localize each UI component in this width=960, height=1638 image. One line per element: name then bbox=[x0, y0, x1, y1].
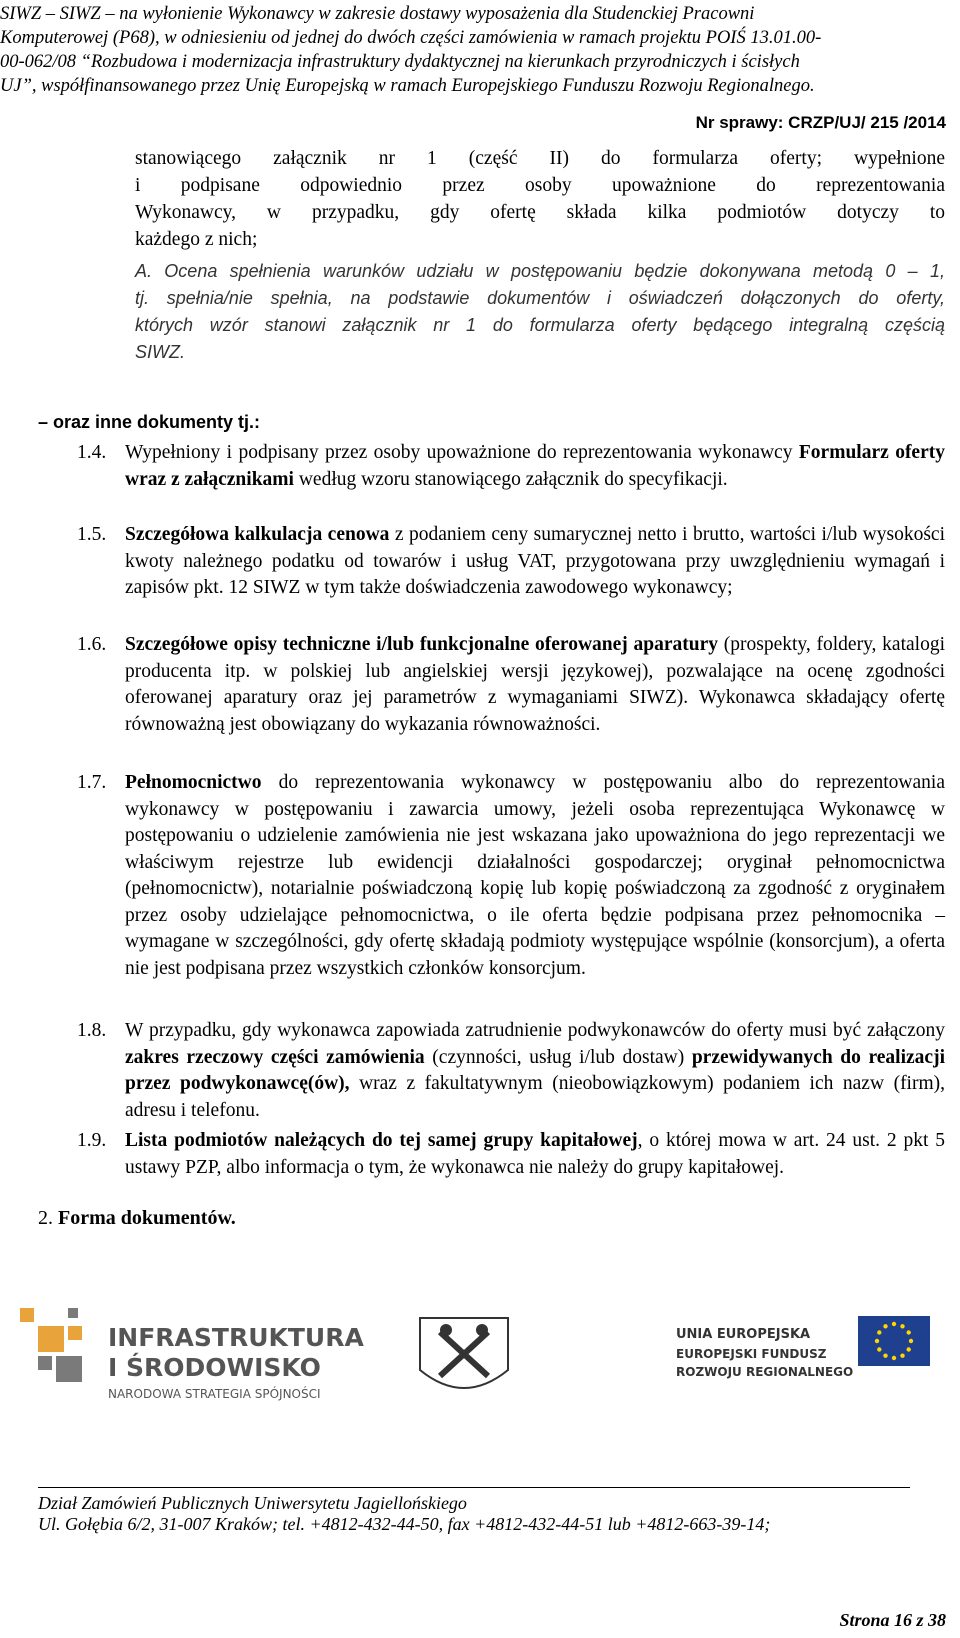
eu-star-icon bbox=[883, 1354, 887, 1358]
intro-line: Wykonawcy, w przypadku, gdy ofertę składa kilka podmiotów dotyczy to bbox=[135, 202, 945, 223]
eu-star-icon bbox=[907, 1330, 911, 1334]
eu-flag-icon bbox=[858, 1316, 930, 1366]
item-text: , o której mowa w art. 24 ust. 2 pkt 5 ustawy PZP, albo informacja o tym, że wykonawca nie należy do grupy kapitałowej. bbox=[125, 1130, 945, 1178]
list-item bbox=[77, 632, 945, 738]
list-item bbox=[77, 770, 945, 982]
item-text: wraz z fakultatywnym (nieobowiązkowym) podaniem ich nazw (firm), adresu i telefonu. bbox=[125, 1073, 946, 1121]
item-text: z podaniem ceny sumarycznej netto i brutto, wartości i/lub wysokości kwoty należnego podatku od towarów i usług VAT, przygotowana przy uwzględnieniu wymagań i zapisów pkt. 12 SIWZ w tym także doświadczenia zawodowego wykonawcy; bbox=[125, 524, 946, 598]
item-text: W przypadku, gdy wykonawca zapowiada zatrudnienie podwykonawców do oferty musi być załączony bbox=[125, 1020, 945, 1041]
item-bold: Lista podmiotów należących do tej samej grupy kapitałowej bbox=[125, 1130, 638, 1151]
eu-line-3: ROZWOJU REGIONALNEGO bbox=[676, 1365, 854, 1379]
intro-text bbox=[135, 145, 945, 253]
eu-star-icon bbox=[877, 1330, 881, 1334]
page-number: Strona 16 z 38 bbox=[839, 1610, 946, 1630]
item-bold: zakres rzeczowy części zamówienia bbox=[125, 1046, 425, 1068]
header-line: SIWZ – SIWZ – na wyłonienie Wykonawcy w zakresie dostawy wyposażenia dla Studenckiej Pracowni bbox=[0, 4, 755, 24]
eu-star-icon bbox=[909, 1339, 913, 1343]
header-line: Komputerowej (P68), w odniesieniu od jednej do dwóch części zamówienia w ramach projektu POIŚ 13.01.00- bbox=[0, 28, 822, 48]
item-text: do reprezentowania wykonawcy w postępowaniu albo do reprezentowania wykonawcy w postępowaniu i zawarcia umowy, jeżeli osoba reprezentująca Wykonawcę w postępowaniu o udzielenie zamówienia nie jest wskazana jako upoważniona do jego reprezentacji we właściwym rejestrze lub ewidencji działalności gospodarczej; oryginał pełnomocnictwa (pełnomocnictw), notarialnie poświadczoną kopię lub kopię poświadczoną za zgodność z oryginałem przez osoby udzielające pełnomocnictwa, o ile oferta będzie podpisana przez pełnomocnika – wymagane w szczególności, gdy ofertę składają podmioty występujące wspólnie (konsorcjum), a oferta nie jest podpisana przez wszystkich członków konsorcjum. bbox=[125, 772, 945, 979]
item-text: Wypełniony i podpisany przez osoby upoważnione do reprezentowania wykonawcy bbox=[125, 442, 799, 463]
eu-star-icon bbox=[877, 1347, 881, 1351]
item-text: według wzoru stanowiącego załącznik do specyfikacji. bbox=[293, 468, 728, 490]
assessment-line: których wzór stanowi załącznik nr 1 do formularza oferty będącego integralną częścią bbox=[135, 315, 945, 335]
footer-line-1: Dział Zamówień Publicznych Uniwersytetu Jagiellońskiego bbox=[38, 1493, 467, 1513]
assessment-line: A. Ocena spełnienia warunków udziału w postępowaniu będzie dokonywana metodą 0 – 1, bbox=[135, 261, 945, 281]
eu-star-icon bbox=[875, 1339, 879, 1343]
logo-title-1: INFRASTRUKTURA bbox=[108, 1323, 364, 1352]
footer-rule bbox=[38, 1487, 910, 1488]
item-number: 1.4. bbox=[77, 442, 107, 463]
intro-line: stanowiącego załącznik nr 1 (część II) do formularza oferty; wypełnione bbox=[135, 148, 945, 169]
eu-star-icon bbox=[883, 1324, 887, 1328]
eu-star-icon bbox=[907, 1347, 911, 1351]
item-bold: Szczegółowe opisy techniczne i/lub funkcjonalne oferowanej aparatury bbox=[125, 634, 719, 655]
funding-logos bbox=[0, 1278, 960, 1428]
assessment-line: tj. spełnia/nie spełnia, na podstawie dokumentów i oświadczeń dołączonych do oferty, bbox=[135, 288, 945, 308]
assessment-line: SIWZ. bbox=[135, 342, 185, 362]
case-number: Nr sprawy: CRZP/UJ/ 215 /2014 bbox=[695, 113, 946, 132]
item-text: (prospekty, foldery, katalogi producenta itp. w polskiej lub angielskiej wersji językowej), pozwalające na ocenę zgodności oferowanej aparatury oraz jej parametrów z wymaganiami SIWZ). Wykonawca składający ofertę równoważną jest obowiązany do wykazania równoważności. bbox=[125, 634, 945, 735]
other-documents-heading: – oraz inne dokumenty tj.: bbox=[38, 412, 261, 432]
item-number: 1.7. bbox=[77, 772, 107, 793]
assessment-note bbox=[135, 258, 945, 366]
infrastruktura-logo-mark bbox=[20, 1308, 82, 1382]
list-item bbox=[77, 522, 945, 602]
item-number: 1.5. bbox=[77, 524, 107, 545]
intro-line: i podpisane odpowiednio przez osoby upoważnione do reprezentowania bbox=[135, 175, 945, 196]
list-item bbox=[77, 1018, 945, 1124]
logo-subtitle: NARODOWA STRATEGIA SPÓJNOŚCI bbox=[108, 1387, 321, 1401]
intro-line: każdego z nich; bbox=[135, 229, 258, 250]
item-bold: przewidywanych do realizacji przez podwykonawcę(ów), bbox=[125, 1046, 945, 1094]
item-number: 1.8. bbox=[77, 1020, 107, 1041]
item-number: 1.9. bbox=[77, 1130, 107, 1151]
footer-line-2: Ul. Gołębia 6/2, 31-007 Kraków; tel. +4812-432-44-50, fax +4812-432-44-51 lub +4812-663-39-14; bbox=[38, 1514, 771, 1534]
eu-line-1: UNIA EUROPEJSKA bbox=[676, 1327, 811, 1342]
item-bold: Szczegółowa kalkulacja cenowa bbox=[125, 524, 390, 545]
item-bold: Formularz oferty wraz z załącznikami bbox=[125, 442, 945, 490]
item-bold: Pełnomocnictwo bbox=[125, 772, 262, 793]
header-line: 00-062/08 “Rozbudowa i modernizacja infrastruktury dydaktycznej na kierunkach przyrodniczych i ścisłych bbox=[0, 52, 800, 72]
logo-bar-graphic bbox=[0, 1278, 960, 1428]
logo-title-2: I ŚRODOWISKO bbox=[108, 1353, 321, 1382]
list-item bbox=[77, 1128, 945, 1181]
eu-star-icon bbox=[892, 1322, 896, 1326]
item-number: 1.6. bbox=[77, 634, 107, 655]
university-emblem bbox=[420, 1318, 508, 1388]
item-text: (czynności, usług i/lub dostaw) bbox=[424, 1046, 692, 1068]
list-item bbox=[77, 440, 945, 493]
eu-star-icon bbox=[900, 1324, 904, 1328]
section-number: 2. bbox=[38, 1207, 53, 1229]
section-heading bbox=[38, 1207, 236, 1230]
eu-star-icon bbox=[892, 1356, 896, 1360]
section-title: Forma dokumentów. bbox=[58, 1207, 236, 1229]
document-footer bbox=[38, 1493, 910, 1535]
document-header bbox=[0, 2, 946, 98]
header-line: UJ”, współfinansowanego przez Unię Europejską w ramach Europejskiego Funduszu Rozwoju Regionalnego. bbox=[0, 76, 815, 96]
eu-star-icon bbox=[900, 1354, 904, 1358]
eu-line-2: EUROPEJSKI FUNDUSZ bbox=[676, 1347, 827, 1361]
